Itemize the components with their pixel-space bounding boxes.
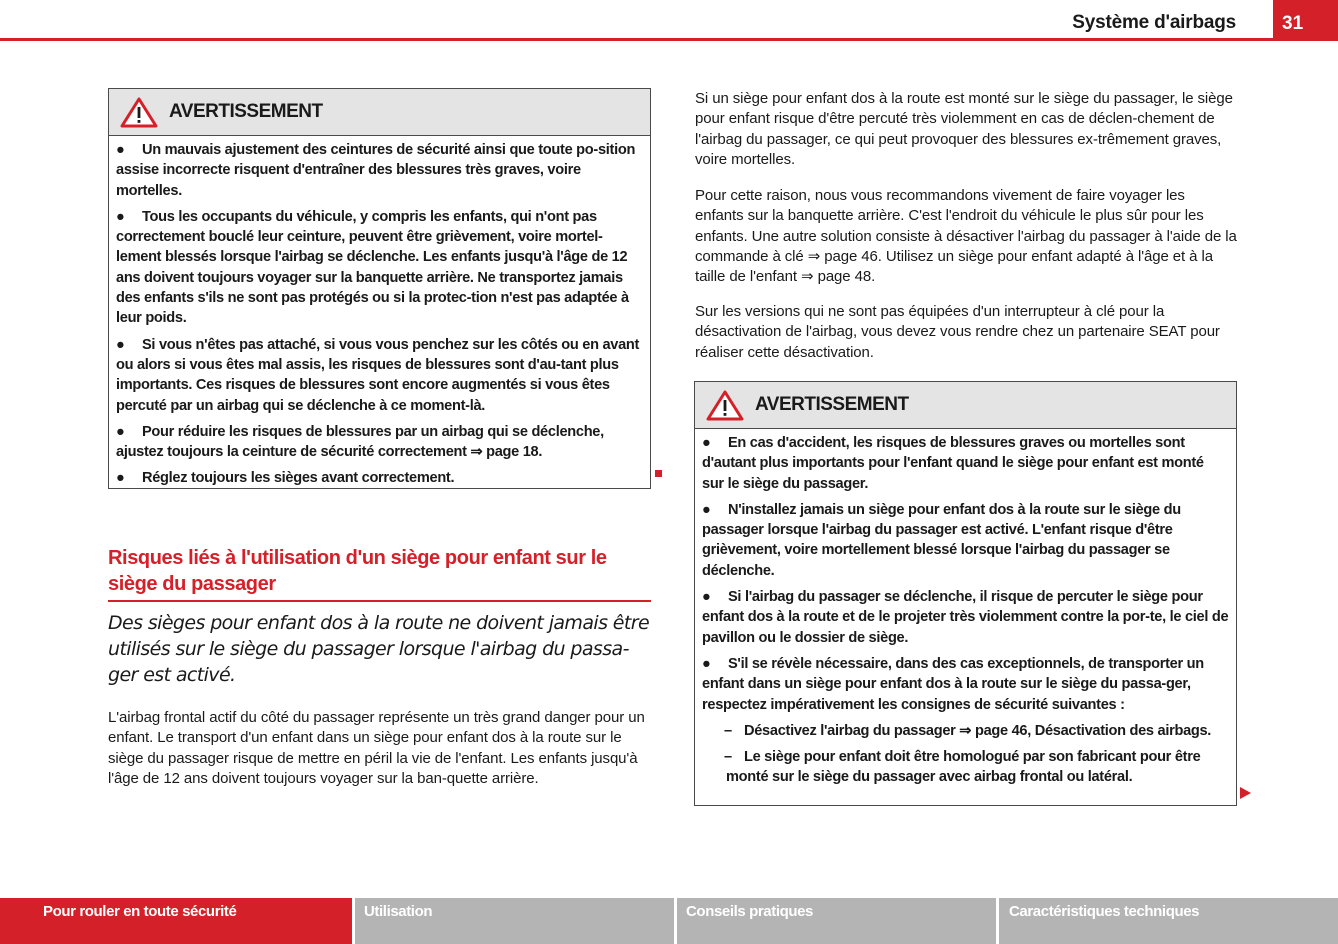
- warning-item: ● Réglez toujours les sièges avant correctement.: [116, 468, 643, 488]
- warning-item: ● Si l'airbag du passager se déclenche, il risque de percuter le siège pour enfant dos à la route et de le projeter très violemment contre la por-te, le ciel de pavillon ou le dossier de siège.: [702, 589, 1229, 646]
- bullet-icon: ●: [116, 336, 125, 353]
- warning-triangle-icon: [705, 389, 745, 421]
- footer-tab-conseils[interactable]: Conseils pratiques: [677, 898, 996, 944]
- warning-item: ● Tous les occupants du véhicule, y compris les enfants, qui n'ont pas correctement bouclé leur ceinture, peuvent être grièvement, voire mortel-lement blessés lorsque l'airbag se déclenche. Les enfants jusqu'à l'âge de 12 ans doivent toujours voyager sur la banquette arrière. Ne transportez jamais des enfants s'ils ne sont pas protégés ou si la protec-tion n'est pas adaptée à leur poids.: [116, 208, 629, 327]
- warning-subitem: – Le siège pour enfant doit être homologué par son fabricant pour être monté sur le siège du passager avec airbag frontal ou latéral.: [724, 749, 1201, 786]
- right-paragraph-1: Si un siège pour enfant dos à la route est monté sur le siège du passager, le siège pour enfant risque d'être percuté très violemment en cas de déclen-chement de l'airbag du passager, ce qui peut provoquer des blessures ex-trêmement graves, voire mortelles.: [695, 90, 1233, 168]
- warning-body: [695, 429, 1236, 800]
- warning-triangle-icon: [119, 96, 159, 128]
- dash-icon: –: [724, 749, 732, 766]
- bullet-icon: ●: [116, 423, 125, 440]
- warning-item: ● Pour réduire les risques de blessures par un airbag qui se déclenche, ajustez toujours la ceinture de sécurité correctement ⇒ page 18.: [116, 423, 604, 461]
- warning-subitem: – Désactivez l'airbag du passager ⇒ page 46, Désactivation des airbags.: [702, 721, 1229, 741]
- footer-tab-caracteristiques[interactable]: Caractéristiques techniques: [999, 898, 1338, 944]
- warning-header: [109, 89, 650, 136]
- right-paragraph-2: Pour cette raison, nous vous recommandons vivement de faire voyager les enfants sur la banquette arrière. C'est l'endroit du véhicule le plus sûr pour les enfants. Une autre solution consiste à désactiver l'airbag du passager à l'aide de la commande à clé ⇒ page 46. Utilisez un siège pour enfant adapté à l'âge et à la taille de l'enfant ⇒ page 48.: [695, 187, 1237, 286]
- warning-item: ● En cas d'accident, les risques de blessures graves ou mortelles sont d'autant plus importants pour l'enfant quand le siège pour enfant est monté sur le siège du passager.: [702, 435, 1204, 492]
- section-paragraph: L'airbag frontal actif du côté du passager représente un très grand danger pour un enfant. Le transport d'un enfant dans un siège pour enfant dos à la route sur le siège du passager risque de mettre en péril la vie de l'enfant. Les enfants jusqu'à l'âge de 12 ans doivent toujours voyager sur la ban-quette arrière.: [108, 709, 645, 787]
- page-header-title: Système d'airbags: [1072, 12, 1236, 33]
- section-heading: Risques liés à l'utilisation d'un siège pour enfant sur le siège du passager: [108, 545, 651, 602]
- section-intro: Des sièges pour enfant dos à la route ne doivent jamais être utilisés sur le siège du passager lorsque l'airbag du passa-ger est activé.: [108, 612, 650, 686]
- warning-body: [109, 136, 650, 501]
- dash-icon: –: [724, 722, 732, 739]
- footer-tab-utilisation[interactable]: Utilisation: [355, 898, 674, 944]
- warning-item: ● Si vous n'êtes pas attaché, si vous vous penchez sur les côtés ou en avant ou alors si vous êtes mal assis, les risques de blessures sont d'au-tant plus importants. Ces risques de blessures sont encore augmentés si vous êtes percuté par un airbag qui se déclenche à ce moment-là.: [116, 336, 640, 414]
- warning-item: ● S'il se révèle nécessaire, dans des cas exceptionnels, de transporter un enfant dans un siège pour enfant dos à la route sur le siège du passa-ger, respectez impérativement les consignes de sécurité suivantes :: [702, 655, 1204, 713]
- right-paragraph-3: Sur les versions qui ne sont pas équipées d'un interrupteur à clé pour la désactivation de l'airbag, vous devez vous rendre chez un partenaire SEAT pour réaliser cette désactivation.: [695, 303, 1220, 361]
- warning-box-left: [108, 88, 651, 489]
- end-of-section-square-icon: [655, 470, 662, 477]
- bullet-icon: ●: [116, 470, 125, 487]
- bullet-icon: ●: [702, 435, 711, 451]
- continue-arrow-icon: [1240, 787, 1251, 799]
- warning-title: AVERTISSEMENT: [169, 101, 323, 122]
- bullet-icon: ●: [116, 142, 125, 158]
- warning-item: ● N'installez jamais un siège pour enfant dos à la route sur le siège du passager lorsque l'airbag du passager est activé. L'enfant risque d'être grièvement, voire mortellement blessé lorsque l'airbag du passager se déclenche.: [702, 501, 1181, 579]
- footer-nav: [0, 898, 1338, 944]
- bullet-icon: ●: [702, 655, 711, 672]
- page-number: 31: [1273, 0, 1338, 41]
- warning-header: [695, 382, 1236, 429]
- warning-item: ● Un mauvais ajustement des ceintures de sécurité ainsi que toute po-sition assise incorrecte risquent d'entraîner des blessures très graves, voire mortelles.: [116, 142, 636, 199]
- warning-box-right: [694, 381, 1237, 806]
- bullet-icon: ●: [116, 208, 125, 225]
- footer-tab-securite[interactable]: Pour rouler en toute sécurité: [0, 898, 352, 944]
- bullet-icon: ●: [702, 501, 711, 518]
- warning-title: AVERTISSEMENT: [755, 394, 909, 415]
- bullet-icon: ●: [702, 589, 711, 606]
- header-divider: [0, 38, 1338, 41]
